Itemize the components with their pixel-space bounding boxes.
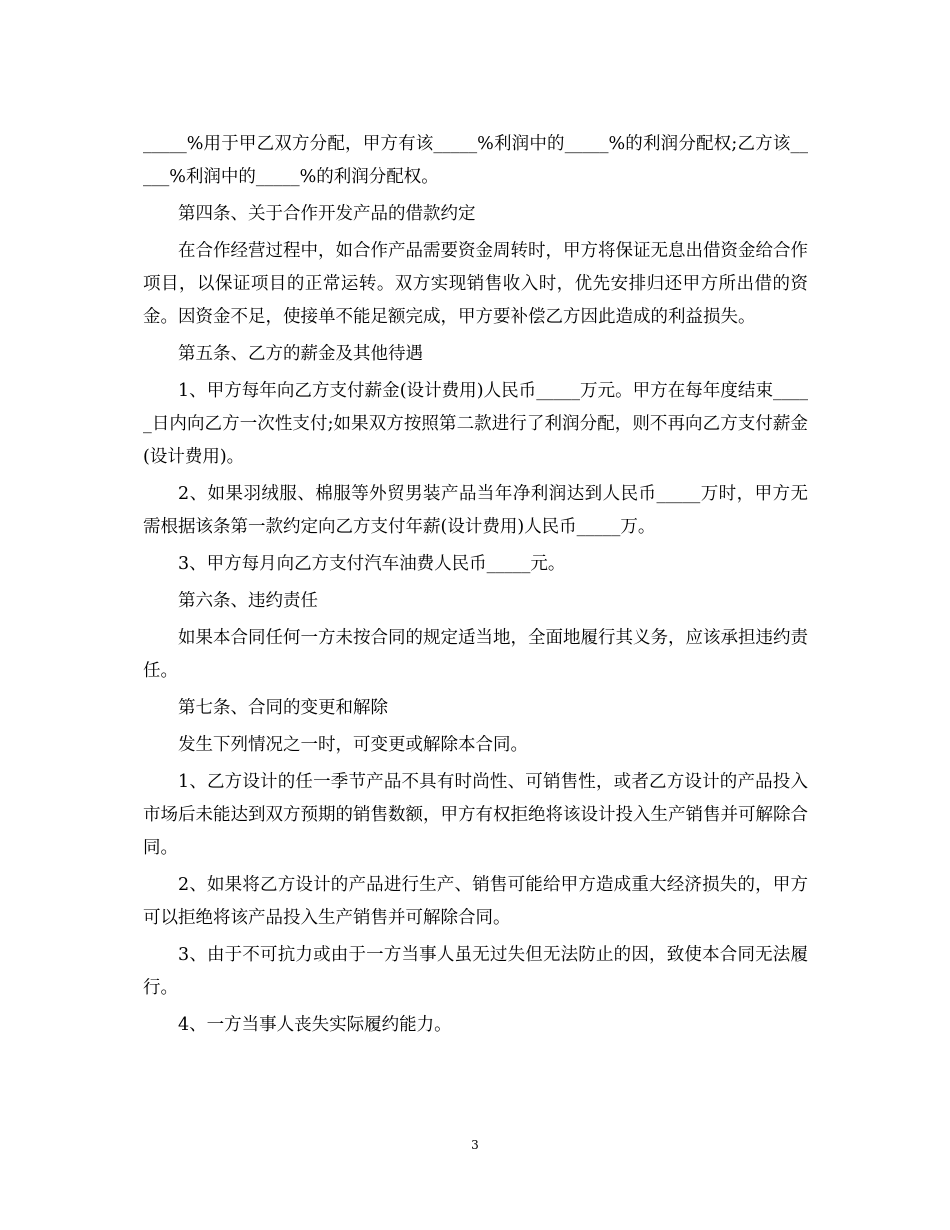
paragraph-termination-3: 3、由于不可抗力或由于一方当事人虽无过失但无法防止的因，致使本合同无法履行。 xyxy=(143,945,808,998)
paragraph-termination-1: 1、乙方设计的任一季节产品不具有时尚性、可销售性，或者乙方设计的产品投入市场后未能达到双方预期的销售数额，甲方有权拒绝将该设计投入生产销售并可解除合同。 xyxy=(143,772,808,858)
paragraph-termination-2: 2、如果将乙方设计的产品进行生产、销售可能给甲方造成重大经济损失的，甲方可以拒绝将该产品投入生产销售并可解除合同。 xyxy=(143,875,808,928)
paragraph-loan-agreement: 在合作经营过程中，如合作产品需要资金周转时，甲方将保证无息出借资金给合作项目，以保证项目的正常运转。双方实现销售收入时，优先安排归还甲方所出借的资金。因资金不足，使接单不能足额完成，甲方要补偿乙方因此造成的利益损失。 xyxy=(143,241,808,327)
paragraph-salary-2: 2、如果羽绒服、棉服等外贸男装产品当年净利润达到人民币_____万时，甲方无需根据该条第一款约定向乙方支付年薪(设计费用)人民币_____万。 xyxy=(143,484,808,537)
heading-article-6: 第六条、违约责任 xyxy=(178,591,318,611)
page-number: 3 xyxy=(471,1138,479,1152)
heading-article-4: 第四条、关于合作开发产品的借款约定 xyxy=(178,204,476,224)
heading-article-7: 第七条、合同的变更和解除 xyxy=(178,698,388,718)
document-body xyxy=(143,128,808,1046)
paragraph-salary-1: 1、甲方每年向乙方支付薪金(设计费用)人民币_____万元。甲方在每年度结束_____日内向乙方一次性支付;如果双方按照第二款进行了利润分配，则不再向乙方支付薪金(设计费用)。 xyxy=(143,381,808,467)
paragraph-profit-distribution: _____%用于甲乙双方分配，甲方有该_____%利润中的_____%的利润分配权;乙方该_____%利润中的_____%的利润分配权。 xyxy=(143,134,808,187)
paragraph-salary-3: 3、甲方每月向乙方支付汽车油费人民币_____元。 xyxy=(178,554,566,574)
paragraph-termination-intro: 发生下列情况之一时，可变更或解除本合同。 xyxy=(178,735,528,755)
heading-article-5: 第五条、乙方的薪金及其他待遇 xyxy=(178,344,423,364)
paragraph-termination-4: 4、一方当事人丧失实际履约能力。 xyxy=(178,1015,452,1035)
paragraph-breach-liability: 如果本合同任何一方未按合同的规定适当地，全面地履行其义务，应该承担违约责任。 xyxy=(143,628,808,681)
